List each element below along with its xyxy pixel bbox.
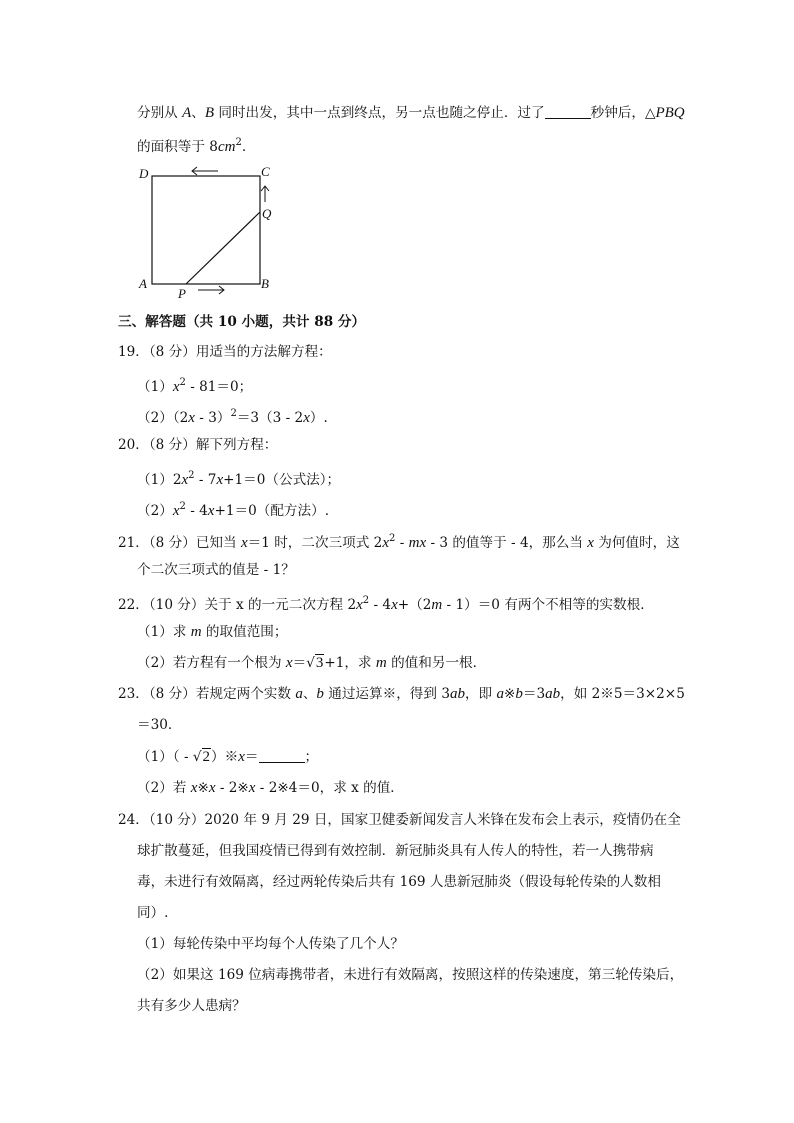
label-b: B — [261, 276, 269, 291]
q19-part2: （2）（2x - 3）$^2$＝3（3 - 2x）. — [137, 408, 328, 426]
q24-part2: （2）如果这 169 位病毒携带者，未进行有效隔离，按照这样的传染速度，第三轮传染后， — [137, 967, 684, 983]
square-abcd — [152, 176, 260, 284]
square-figure — [130, 162, 290, 302]
q23-part1: （1）（ - √2）※x＝ ； — [137, 749, 319, 765]
q24-part3: 共有多少人患病？ — [137, 998, 246, 1014]
sqrt-sign: √ — [306, 655, 315, 671]
q18-line1: 分别从 A、B 同时出发，其中一点到终点，另一点也随之停止．过了 秒钟后，△PBQ — [137, 105, 685, 121]
q19-part1: $(1)x^2 - 81=0$； — [137, 377, 253, 395]
q24-line2: 球扩散蔓延，但我国疫情已得到有效控制．新冠肺炎具有人传人的特性，若一人携带病 — [137, 843, 654, 859]
q22-part1: （1）求 m 的取值范围； — [137, 624, 288, 640]
label-c: C — [261, 164, 270, 179]
q20-part2: $(2)x^2 - 4x+1=0$（配方法）. — [137, 501, 330, 519]
q22-head: 22．（10 分）关于 x 的一元二次方程 $2x^2 - 4x+(2m - 1)=0$ 有两个不相等的实数根． — [118, 595, 654, 613]
section-title: 三、解答题（共 10 小题，共计 88 分） — [118, 314, 366, 330]
segment-pq — [186, 212, 260, 284]
q19-head: 19．（8 分）用适当的方法解方程： — [118, 344, 332, 360]
q21-line2: 个二次三项式的值是 - 1？ — [137, 562, 295, 578]
q24-part1: （1）每轮传染中平均每个人传染了几个人？ — [137, 936, 404, 952]
answer-blank — [545, 104, 591, 119]
q23-line1: 23．（8 分）若规定两个实数 a、b 通过运算※，得到 3ab，即 a※b＝3ab，如 2※5＝3×2×5 — [118, 686, 685, 702]
q24-line3: 毒，未进行有效隔离，经过两轮传染后共有 169 人患新冠肺炎（假设每轮传染的人数相 — [137, 874, 661, 890]
q22-part2: （2）若方程有一个根为 x＝√3+1，求 m 的值和另一根． — [137, 655, 487, 671]
q20-head: 20．（8 分）解下列方程： — [118, 437, 278, 453]
q23-line2: ＝30． — [137, 717, 182, 733]
label-p: P — [178, 286, 186, 301]
q24-line4: 同）. — [137, 905, 169, 921]
sqrt-sign: √ — [192, 749, 202, 765]
q24-line1: 24．（10 分）2020 年 9 月 29 日，国家卫健委新闻发言人米锋在发布会上表示，疫情仍在全 — [118, 812, 681, 828]
label-d: D — [139, 166, 149, 181]
q18-line2: 的面积等于 $8cm^2$. — [137, 137, 247, 155]
label-q: Q — [262, 206, 272, 221]
label-a: A — [139, 276, 147, 291]
q21-line1: 21．（8 分）已知当 x＝1 时，二次三项式 $2x^2$ - mx - 3 的值等于 - 4，那么当 x 为何值时，这 — [118, 533, 680, 551]
q23-part2: （2）若 x※x - 2※x - 2※4＝0，求 x 的值． — [137, 780, 404, 796]
q20-part1: $(1)2x^2 - 7x+1=0$（公式法）； — [137, 470, 341, 488]
answer-blank — [259, 748, 305, 763]
